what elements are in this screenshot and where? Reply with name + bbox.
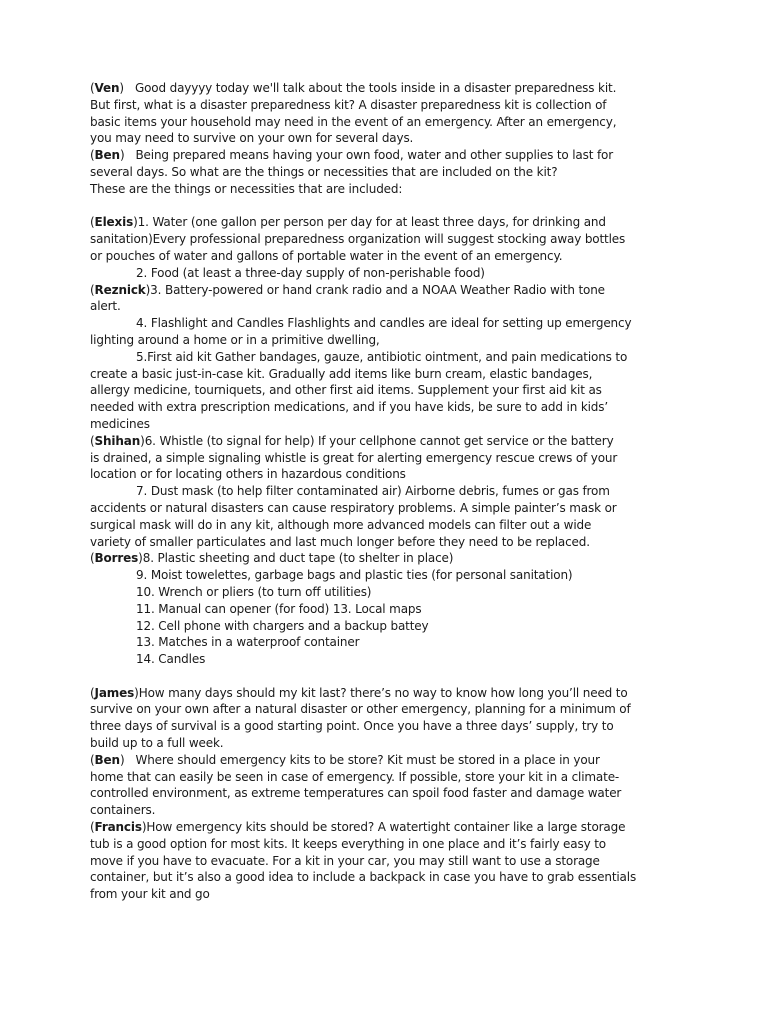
line-text: container, but it’s also a good idea to include a backpack in case you have to grab essentials <box>90 870 637 885</box>
line-text: 2. Food (at least a three-day supply of non-perishable food) <box>136 265 485 280</box>
line-text: lighting around a home or in a primitive dwelling, <box>90 332 380 347</box>
line-text: 4. Flashlight and Candles Flashlights and candles are ideal for setting up emergency <box>136 316 632 331</box>
text-line <box>90 769 690 786</box>
paren-open: ( <box>90 148 95 163</box>
blank-line <box>90 198 690 215</box>
paren-close: ) <box>141 820 147 835</box>
text-line <box>90 836 690 853</box>
text-line <box>90 97 690 114</box>
paren-close: ) <box>138 551 143 566</box>
line-text: 12. Cell phone with chargers and a backup battey <box>136 618 429 633</box>
line-text: 13. Matches in a waterproof container <box>136 635 360 650</box>
line-text: surgical mask will do in any kit, although more advanced models can filter out a wide <box>90 517 592 532</box>
line-text: accidents or natural disasters can cause respiratory problems. A simple painter’s mask or <box>90 500 617 515</box>
paren-open: ( <box>90 752 95 767</box>
line-text: These are the things or necessities that are included: <box>90 181 403 196</box>
text-line <box>90 853 690 870</box>
line-text: allergy medicine, tourniquets, and other first aid items. Supplement your first aid kit as <box>90 383 602 398</box>
speaker-name: James <box>94 685 135 700</box>
document-body <box>90 80 690 903</box>
speaker-line <box>90 147 690 164</box>
speaker-name: Ven <box>94 81 120 95</box>
paren-close: ) <box>119 81 124 95</box>
text-line <box>90 114 690 131</box>
speaker-name: Elexis <box>94 215 134 230</box>
line-text: 1. Water (one gallon per person per day for at least three days, for drinking and <box>137 215 606 230</box>
paren-open: ( <box>90 81 95 95</box>
line-text: three days of survival is a good starting point. Once you have a three days’ supply, try to <box>90 719 614 734</box>
line-text: move if you have to evacuate. For a kit in your car, you may still want to use a storage <box>90 853 600 868</box>
line-text: 8. Plastic sheeting and duct tape (to shelter in place) <box>142 551 454 566</box>
text-line <box>90 416 690 433</box>
text-line <box>90 130 690 147</box>
text-line <box>90 366 690 383</box>
speaker-name: Shihan <box>94 433 141 448</box>
list-item-line <box>90 349 690 366</box>
paren-close: ) <box>134 685 139 700</box>
line-text: survive on your own after a natural disaster or other emergency, planning for a minimum of <box>90 702 631 717</box>
line-text: 14. Candles <box>136 652 206 667</box>
speaker-line <box>90 685 690 702</box>
line-text: Good dayyyy today we'll talk about the tools inside in a disaster preparedness kit. <box>123 81 617 95</box>
list-item-line <box>90 567 690 584</box>
text-line <box>90 382 690 399</box>
speaker-line <box>90 80 690 97</box>
list-item-line <box>90 315 690 332</box>
text-line <box>90 500 690 517</box>
text-line <box>90 785 690 802</box>
paren-open: ( <box>90 551 95 566</box>
blank-line <box>90 668 690 685</box>
line-text: create a basic just-in-case kit. Gradually add items like burn cream, elastic bandages, <box>90 366 593 381</box>
paren-close: ) <box>140 433 145 448</box>
line-text: alert. <box>90 299 121 314</box>
paren-open: ( <box>90 685 95 700</box>
paren-open: ( <box>90 433 95 448</box>
speaker-line <box>90 819 690 836</box>
text-line <box>90 231 690 248</box>
text-line <box>90 869 690 886</box>
paren-open: ( <box>90 820 95 835</box>
line-text: location or for locating others in hazardous conditions <box>90 467 406 482</box>
speaker-name: Ben <box>94 148 120 163</box>
line-text: 11. Manual can opener (for food) 13. Local maps <box>136 601 422 616</box>
line-text: 10. Wrench or pliers (to turn off utilities) <box>136 584 372 599</box>
text-line <box>90 802 690 819</box>
line-text: 7. Dust mask (to help filter contaminated air) Airborne debris, fumes or gas from <box>136 484 610 499</box>
speaker-line <box>90 752 690 769</box>
speaker-name: Borres <box>94 551 139 566</box>
paren-open: ( <box>90 215 95 230</box>
line-text: containers. <box>90 803 156 818</box>
speaker-name: Francis <box>94 820 142 835</box>
line-text: controlled environment, as extreme temperatures can spoil food faster and damage water <box>90 786 622 801</box>
line-text: But first, what is a disaster preparedness kit? A disaster preparedness kit is collection of <box>90 97 607 112</box>
line-text: build up to a full week. <box>90 736 224 751</box>
text-line <box>90 450 690 467</box>
line-text: How emergency kits should be stored? A watertight container like a large storage <box>146 820 626 835</box>
speaker-line <box>90 550 690 567</box>
speaker-line <box>90 433 690 450</box>
speaker-line <box>90 214 690 231</box>
line-text: tub is a good option for most kits. It keeps everything in one place and it’s fairly easy to <box>90 836 606 851</box>
line-text: variety of smaller particulates and last much longer before they need to be replaced. <box>90 534 590 549</box>
list-item-line <box>90 601 690 618</box>
line-text: is drained, a simple signaling whistle is great for alerting emergency rescue crews of your <box>90 450 618 465</box>
list-item-line <box>90 584 690 601</box>
line-text: from your kit and go <box>90 887 210 902</box>
text-line <box>90 466 690 483</box>
line-text: 9. Moist towelettes, garbage bags and plastic ties (for personal sanitation) <box>136 568 573 583</box>
line-text: home that can easily be seen in case of emergency. If possible, store your kit in a climate- <box>90 769 620 784</box>
line-text: several days. So what are the things or necessities that are included on the kit? <box>90 164 558 179</box>
line-text: 3. Battery-powered or hand crank radio and a NOAA Weather Radio with tone <box>150 282 605 297</box>
line-text: 5.First aid kit Gather bandages, gauze, antibiotic ointment, and pain medications to <box>136 349 628 364</box>
line-text: 6. Whistle (to signal for help) If your cellphone cannot get service or the battery <box>144 433 614 448</box>
line-text: basic items your household may need in the event of an emergency. After an emergency, <box>90 114 617 129</box>
line-text: needed with extra prescription medications, and if you have kids, be sure to add in kids’ <box>90 400 609 415</box>
text-line <box>90 718 690 735</box>
paren-close: ) <box>145 282 151 297</box>
line-text: Where should emergency kits to be store? Kit must be stored in a place in your <box>124 752 600 767</box>
line-text: or pouches of water and gallons of portable water in the event of an emergency. <box>90 248 563 263</box>
list-item-line <box>90 634 690 651</box>
line-text: Being prepared means having your own food, water and other supplies to last for <box>124 148 614 163</box>
text-line <box>90 534 690 551</box>
speaker-name: Ben <box>94 752 120 767</box>
text-line <box>90 735 690 752</box>
paren-close: ) <box>133 215 138 230</box>
line-text: medicines <box>90 416 150 431</box>
list-item-line <box>90 618 690 635</box>
paren-open: ( <box>90 282 95 297</box>
text-line <box>90 701 690 718</box>
list-item-line <box>90 483 690 500</box>
text-line <box>90 164 690 181</box>
text-line <box>90 886 690 903</box>
line-text: you may need to survive on your own for several days. <box>90 131 414 146</box>
text-line <box>90 517 690 534</box>
text-line <box>90 399 690 416</box>
text-line <box>90 181 690 198</box>
paren-close: ) <box>119 752 125 767</box>
speaker-line <box>90 282 690 299</box>
list-item-line <box>90 651 690 668</box>
text-line <box>90 298 690 315</box>
line-text: How many days should my kit last? there’s no way to know how long you’ll need to <box>138 685 628 700</box>
speaker-name: Reznick <box>94 282 146 297</box>
paren-close: ) <box>119 148 125 163</box>
line-text: sanitation)Every professional preparedness organization will suggest stocking away bottles <box>90 232 626 247</box>
text-line <box>90 332 690 349</box>
text-line <box>90 248 690 265</box>
list-item-line <box>90 265 690 282</box>
